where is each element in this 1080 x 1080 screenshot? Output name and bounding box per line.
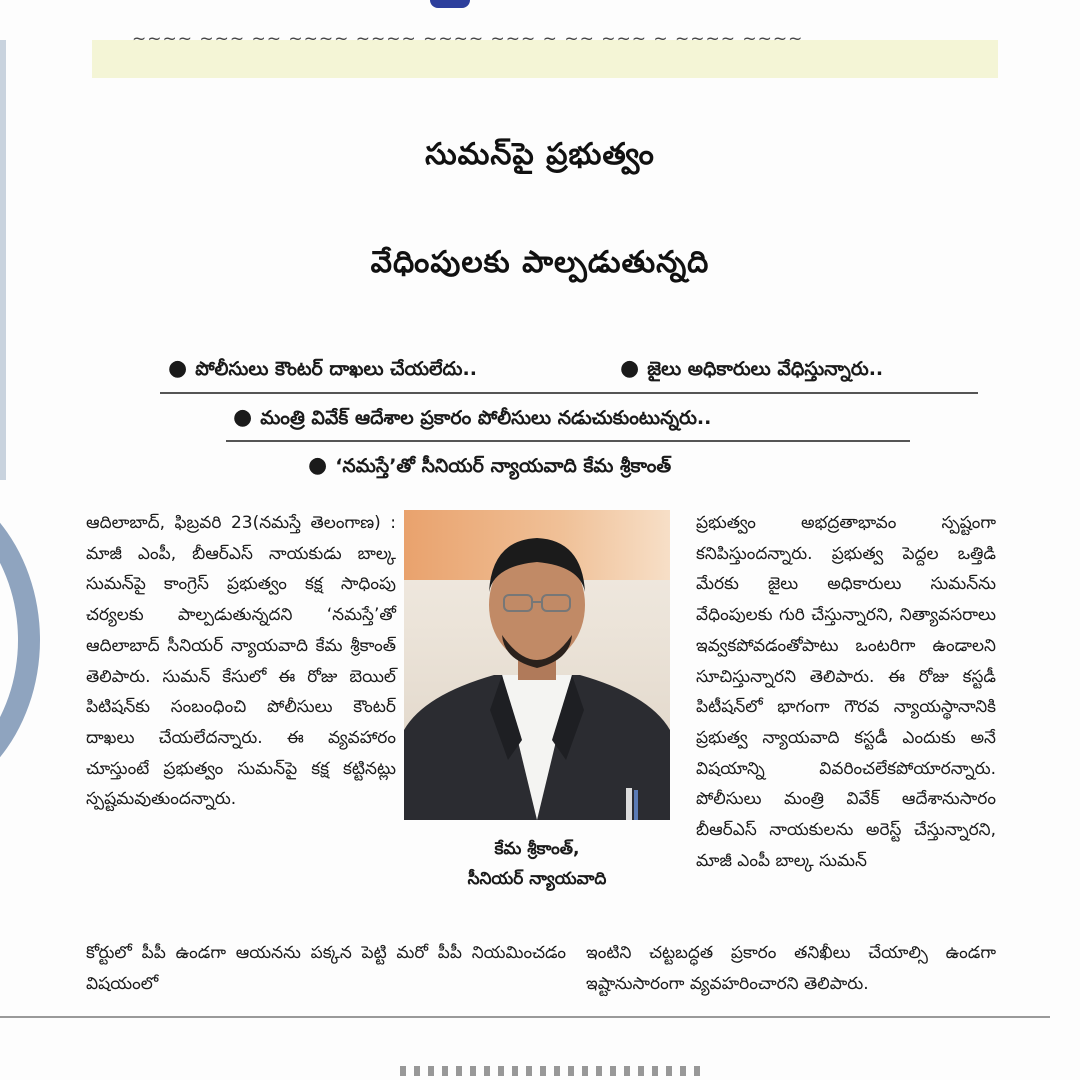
subhead-2-text: జైలు అధికారులు వేధిస్తున్నారు.. <box>647 358 884 380</box>
cropped-text: ~~~~ ~~~ ~~ ~~~~ ~~~~ ~~~~ ~~~ ~ ~~ ~~~ ~ ~~~~ ~~~~ <box>132 29 804 49</box>
subhead-rule <box>226 440 910 442</box>
article-column-3 <box>696 508 996 876</box>
column-span-text: ఇంటిని చట్టబద్ధత ప్రకారం తనిఖీలు చేయాల్సి ఉండగా ఇష్టానుసారంగా వ్యవహరించారని తెలిపారు. <box>586 943 996 994</box>
subhead-1 <box>168 356 477 385</box>
article-column-1 <box>86 508 396 815</box>
subhead-3-text: మంత్రి వివేక్ ఆదేశాల ప్రకారం పోలీసులు నడుచుకుంటున్నరు.. <box>260 407 712 429</box>
previous-article-band <box>92 29 998 78</box>
bullet-icon: ● <box>620 356 640 381</box>
article-column-span <box>586 938 996 999</box>
article-column-1-tail <box>86 938 566 999</box>
headline-line-1: సుమన్‌పై ప్రభుత్వం <box>425 137 655 172</box>
masthead-fragment <box>430 0 470 8</box>
photo-caption <box>404 834 670 894</box>
bullet-icon: ● <box>233 405 253 430</box>
portrait-photo <box>404 510 670 820</box>
headline-line-2: వేధింపులకు పాల్పడుతున్నది <box>370 245 710 280</box>
subhead-4-text: ‘నమస్తే’తో సీనియర్ న్యాయవాది కేమ శ్రీకాంత్ <box>335 455 672 477</box>
caption-role: సీనియర్ న్యాయవాది <box>467 869 607 889</box>
subhead-3 <box>233 405 711 434</box>
subhead-rule <box>160 392 978 394</box>
subhead-2 <box>620 356 883 385</box>
page-divider <box>0 1016 1050 1018</box>
column-1-text: ఆదిలాబాద్, ఫిబ్రవరి 23(నమస్తే తెలంగాణ) : మాజీ ఎంపీ, బీఆర్ఎస్ నాయకుడు బాల్క సుమన్‌పై కాంగ్రెస్ ప్రభుత్వం కక్ష సాధింపు చర్యలకు పాల్పడుతున్నదని ‘నమస్తే’తో ఆదిలాబాద్ సీనియర్ న్యాయవాది కేమ శ్రీకాంత్ తెలిపారు. సుమన్ కేసులో ఈ రోజు బెయిల్ పిటిషన్‌కు సంబంధించి పోలీసులు కౌంటర్ దాఖలు చేయలేదన్నారు. ఈ వ్యవహారం చూస్తుంటే ప్రభుత్వం సుమన్‌పై కక్ష కట్టినట్లు స్పష్టమవుతుందన్నారు. <box>86 513 396 810</box>
bullet-icon: ● <box>308 453 328 478</box>
column-1-tail-text: కోర్టులో పీపీ ఉండగా ఆయనను పక్కన పెట్టి మరో పీపీ నియమించడం విషయంలో <box>86 943 566 994</box>
subhead-4 <box>308 453 671 482</box>
subhead-1-text: పోలీసులు కౌంటర్ దాఖలు చేయలేదు.. <box>195 358 477 380</box>
next-article-fragment <box>400 1066 700 1076</box>
caption-name: కేమ శ్రీకాంత్, <box>494 839 580 859</box>
column-3-text: ప్రభుత్వం అభద్రతాభావం స్పష్టంగా కనిపిస్తుందన్నారు. ప్రభుత్వ పెద్దల ఒత్తిడి మేరకు జైలు అధికారులు సుమన్‌ను వేధింపులకు గురి చేస్తున్నారని, నిత్యావసరాలు ఇవ్వకపోవడంతోపాటు ఒంటరిగా ఉండాలని సూచిస్తున్నారని తెలిపారు. ఈ రోజు కస్టడీ పిటీషన్‌లో భాగంగా గౌరవ న్యాయస్థానానికి ప్రభుత్వ న్యాయవాది కస్టడీ ఎందుకు అనే విషయాన్ని వివరించలేకపోయారన్నారు. పోలీసులు మంత్రి వివేక్ ఆదేశానుసారం బీఆర్ఎస్ నాయకులను అరెస్ట్ చేస్తున్నారని, మాజీ ఎంపీ బాల్క సుమన్ <box>696 513 996 871</box>
bullet-icon: ● <box>168 356 188 381</box>
adjacent-page-graphic <box>0 470 40 810</box>
